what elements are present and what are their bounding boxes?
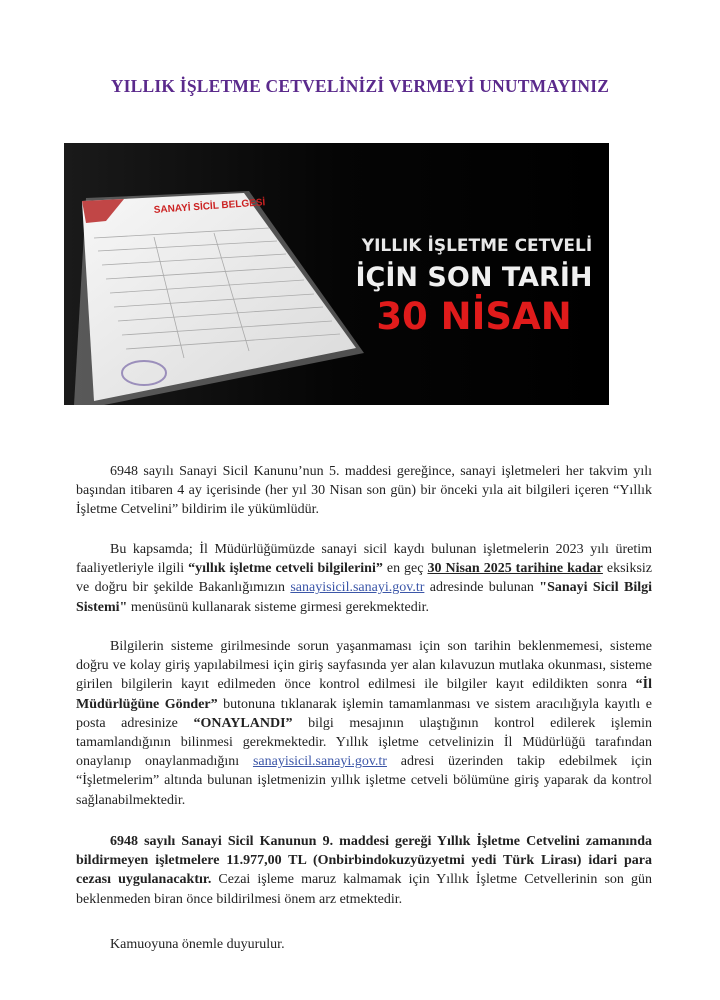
paragraph-4-text: Cezai işleme maruz kalmamak için Yıllık İşletme Cetvellerinin son gün beklenmeden biran önce bildirilmesi önem arz etmektedir. — [76, 872, 652, 907]
paragraph-2-text: eksiksiz ve doğru bir şekilde Bakanlığımızın — [76, 561, 652, 596]
deadline-date: 30 Nisan 2025 tarihine kadar — [427, 561, 603, 577]
paragraph-2-text: menüsünü kullanarak sisteme girmesi gerekmektedir. — [127, 599, 430, 615]
page-title: YILLIK İŞLETME CETVELİNİZİ VERMEYİ UNUTMAYINIZ — [110, 76, 610, 96]
paragraph-3-text: adresi üzerinden takip edebilmek için “İşletmelerim” altında bulunan işletmenizin yıllık işletme cetveli bölümüne giriş yaparak da kontrol sağlanabilmektedir. — [76, 754, 653, 808]
paragraph-2-text: Bu kapsamda; İl Müdürlüğümüzde sanayi sicil kaydı bulunan işletmelerin 2023 yılı üretim faaliyetleriyle ilgili — [76, 542, 652, 577]
paragraph-2-text: adresinde bulunan — [424, 580, 540, 596]
certificate-title: SANAYİ SİCİL BELGESİ — [153, 197, 266, 216]
banner-line-3: 30 NİSAN — [376, 295, 572, 338]
paragraph-5 — [76, 935, 652, 954]
penalty-notice: 6948 sayılı Sanayi Sicil Kanunun 9. maddesi gereği Yıllık İşletme Cetvelini zamanında bildirmeyen işletmelere 11.977,00 TL (Onbirbindokuzyüzyetmi yedi Türk Lirası) idari para cezası uygulanacaktır. — [76, 834, 652, 888]
banner-line-1: YILLIK İŞLETME CETVELİ — [361, 236, 593, 256]
banner-line-2: İÇİN SON TARİH — [355, 262, 593, 293]
system-name: "Sanayi Sicil Bilgi Sistemi" — [76, 580, 652, 615]
paragraph-2 — [76, 540, 652, 617]
approved-message: “ONAYLANDI” — [193, 715, 293, 731]
paragraph-1-text: 6948 sayılı Sanayi Sicil Kanunu’nun 5. maddesi gereğince, sanayi işletmeleri her takvim yılı başından itibaren 4 ay içerisinde (her yıl 30 Nisan son gün) bir önceki yıla ait bilgileri içeren “Yıllık İşletme Cetvelini” bildirim ile yükümlüdür. — [76, 464, 652, 518]
banner-graphic — [64, 143, 609, 405]
paragraph-3-text: bilgi mesajının ulaştığının kontrol edilerek işlemin tamamlandığının bilinmesi gerekmektedir. Yıllık işletme cetvelinizin İl Müdürlüğü tarafından onaylanıp onaylanmadığını — [76, 715, 652, 770]
deadline-banner-image — [64, 143, 609, 405]
paragraph-4 — [76, 832, 652, 909]
closing-statement: Kamuoyuna önemle duyurulur. — [110, 937, 285, 952]
paragraph-3-text: Bilgilerin sisteme girilmesinde sorun yaşanmaması için son tarihin beklenmemesi, sisteme doğru ve kolay giriş yapılabilmesi için giriş sayfasında yer alan kılavuzun mutlaka okunması, sisteme girilen bilgilerin kayıt edilmeden önce kontrol edilmesi ile bilgiler kayıt edildikten sonra — [76, 639, 652, 693]
send-button-name: “İl Müdürlüğüne Gönder” — [76, 677, 652, 712]
paragraph-2-text: en geç — [382, 561, 428, 577]
paragraph-3 — [76, 637, 652, 810]
sanayi-sicil-link[interactable]: sanayisicil.sanayi.gov.tr — [252, 754, 387, 770]
sanayi-sicil-link[interactable]: sanayisicil.sanayi.gov.tr — [290, 580, 425, 596]
paragraph-3-text: butonuna tıklanarak işlemin tamamlanması ve sistem aracılığıyla kayıtlı e posta adresinize — [76, 696, 652, 731]
paragraph-1 — [76, 462, 652, 520]
emphasis-cetvel-bilgileri: “yıllık işletme cetveli bilgilerini” — [188, 561, 383, 577]
